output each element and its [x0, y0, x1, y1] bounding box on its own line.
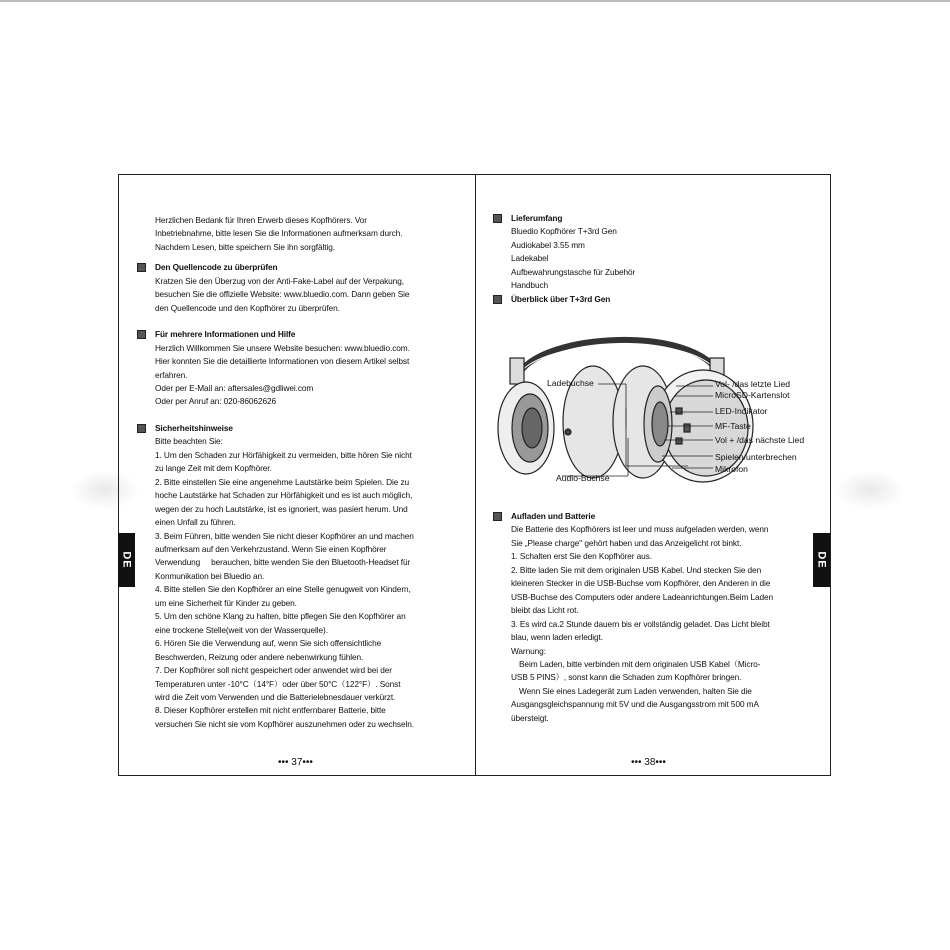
page-number-left: ••• 37•••	[278, 757, 313, 768]
section-body: Herzlich Willkommen Sie unsere Website besuchen: www.bluedio.com. Hier konnten Sie die detaillierte Informationen von diesem Artikel selbst erfahren. Oder per E-Mail an: aftersales@gdliwei.com Oder per Anruf an: 020-86062626	[155, 342, 410, 407]
top-rule	[0, 0, 950, 2]
package-contents-list: Bluedio Kopfhörer T+3rd Gen Audiokabel 3.55 mm Ladekabel Aufbewahrungstasche für Zubehör Handbuch	[511, 226, 636, 291]
section-heading: Aufladen und Batterie	[511, 510, 811, 523]
callout-led: LED-Indikator	[715, 406, 768, 416]
callout-audio-buchse: Audio-Buchse	[556, 473, 610, 483]
bullet-square-icon	[493, 512, 502, 521]
intro-paragraph: Herzlichen Bedank für Ihren Erwerb dieses Kopfhörers. Vor Inbetriebnahme, bitte lesen Sie die Informationen aufmerksam durch. Nachdem Lesen, bitte speichern Sie ihn sorgfältig.	[155, 215, 403, 252]
language-tab-left: DE	[118, 533, 135, 587]
section-heading: Sicherheitshinweise	[155, 422, 455, 435]
page-divider	[475, 174, 476, 776]
left-page-text	[155, 214, 455, 731]
headphone-illustration	[478, 328, 823, 498]
section-body: Bitte beachten Sie: 1. Um den Schaden zur Hörfähigkeit zu vermeiden, bitte hören Sie nicht zu lange Zeit mit dem Kopfhörer. 2. Bitte einstellen Sie eine angenehme Lautstärke beim Spielen. Die zu hoche Lautstärke hat Schaden zur Hörfähigkeit und es ist auch möglich, wegen der zu hoch Lautstärke, ist es ignoriert, was pasiert herum. Und einen Unfall zu führen. 3. Beim Führen, bitte wenden Sie nicht dieser Kopfhörer an und machen aufmerksam auf den Verkehrzustand. Wenn Sie einen Kopfhörer Verwendung berauchen, bitte wenden Sie den Bluetooth-Headset für Konmunikation bei Bluedio an. 4. Bitte stellen Sie den Kopfhörer an eine Stelle genugweit von Kindern, um eine Sicherheit für Kinder zu geben. 5. Um den schöne Klang zu halten, bitte pflegen Sie den Kopfhörer an eine trockene Stelle(weit von der Wasserquelle). 6. Hören Sie die Verwendung auf, wenn Sie sich offensichtliche Beschwerden, Reizung oder andere nebenwirkung fühlen. 7. Der Kopfhörer soll nicht gespeichert oder anwendet wird bei der Temperaturen unter -10°C（14°F）oder über 50°C（122°F）. Sonst wird die Zeit vom Verwenden und die Batterielebnesdauer verkürzt. 8. Dieser Kopfhörer erstellen mit nicht entfernbarer Batterie, bitte versuchen Sie nicht sie vom Kopfhörer auszunehmen oder zu wechseln.	[155, 436, 414, 729]
watermark-right	[835, 470, 905, 510]
callout-play: Spielen/unterbrechen	[715, 452, 797, 462]
right-page-text-top	[511, 212, 811, 306]
callout-vol-plus: Vol + /das nächste Lied	[715, 435, 805, 445]
bullet-square-icon	[137, 263, 146, 272]
section-heading: Überblick über T+3rd Gen	[511, 293, 811, 306]
headphone-overview-figure	[478, 328, 823, 498]
section-body: Die Batterie des Kopfhörers ist leer und muss aufgeladen werden, wenn Sie „Please charge" gehört haben und das Anzeigelicht rot binkt. 1. Schalten erst Sie den Kopfhörer aus. 2. Bitte laden Sie mit dem originalen USB Kabel. Und stecken Sie den kleineren Stecker in die USB-Buchse vom Kopfhörer, den Anderen in die USB-Buchse des Computers oder andere Ladeanrichtungen.Beim Laden bleibt das Licht rot. 3. Es wird ca.2 Stunde dauern bis er vollständig geladet. Das Licht bleibt blau, wenn laden erledigt. Warnung:	[511, 524, 774, 656]
callout-ladebuchse: Ladebuchse	[547, 378, 594, 388]
section-body: Kratzen Sie den Überzug von der Anti-Fake-Label auf der Verpakung, besuchen Sie die offizielle Website: www.bluedio.com. Dann geben Sie den Quellencode und den Kopfhörer zu überprüfen.	[155, 275, 410, 313]
callout-mf: MF-Taste	[715, 421, 751, 431]
bullet-square-icon	[137, 424, 146, 433]
bullet-square-icon	[137, 330, 146, 339]
warning-body: Beim Laden, bitte verbinden mit dem originalen USB Kabel（Micro- USB 5 PINS）, sonst kann die Schaden zum Kopfhörer bringen. Wenn Sie eines Ladegerät zum Laden verwenden, halten Sie die Ausgangsgleichspannung mit 5V und die Ausgangsstrom mit 500 mA übersteigt.	[511, 658, 761, 723]
callout-microsd: MicroSD-Kartenslot	[715, 390, 790, 400]
language-tab-right: DE	[813, 533, 830, 587]
bullet-square-icon	[493, 295, 502, 304]
callout-mic: Mikrofon	[715, 464, 748, 474]
page-number-right: ••• 38•••	[631, 757, 666, 768]
section-heading: Den Quellencode zu überprüfen	[155, 261, 455, 274]
section-heading: Lieferumfang	[511, 212, 811, 225]
section-heading: Für mehrere Informationen und Hilfe	[155, 328, 455, 341]
bullet-square-icon	[493, 214, 502, 223]
callout-vol-minus: Vol- /das letzte Lied	[715, 379, 791, 389]
right-page-text-bottom	[511, 510, 811, 725]
